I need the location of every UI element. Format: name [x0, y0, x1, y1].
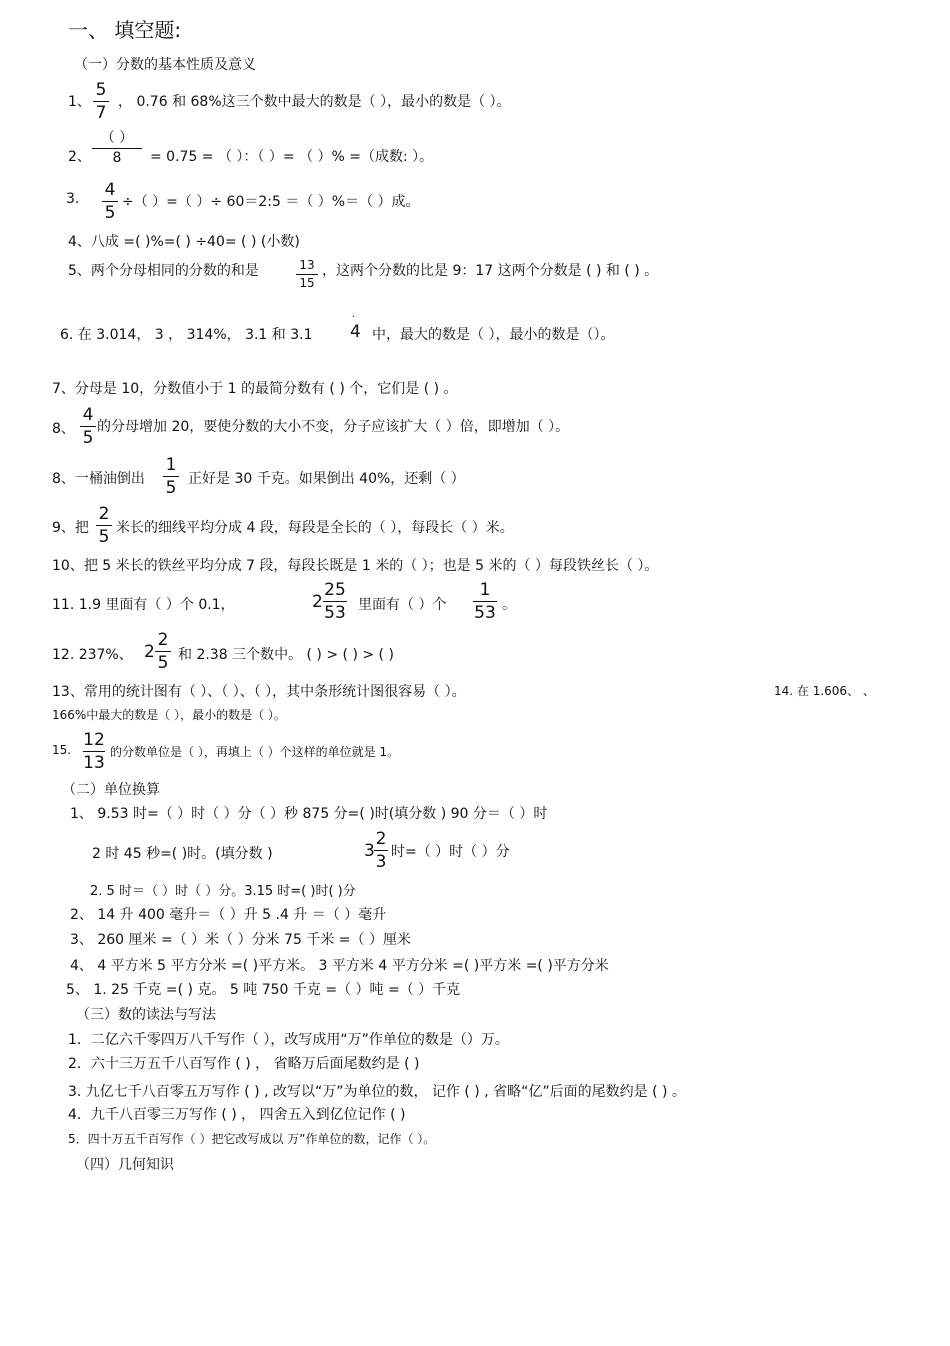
q11-denominator-2: 53	[474, 603, 496, 623]
q14-text: 14. 在 1.606、 、	[774, 684, 875, 698]
q9-fraction	[96, 504, 112, 547]
q2-denominator: 8	[112, 150, 122, 166]
units-line-6: 4、 4 平方米 5 平方分米 =( )平方米。 3 平方米 4 平方分米 =( )平方米 =( )平方分米	[70, 958, 609, 974]
read-write-line-4: 4．九千八百零三万写作 ( ) ， 四舍五入到亿位记作 ( )	[68, 1107, 406, 1123]
units-line-3: 2. 5 时＝（ ）时（ ）分。3.15 时=( )时( )分	[90, 884, 356, 899]
section-heading-units: （二）单位换算	[62, 782, 160, 798]
q12-text: 和 2.38 三个数中。 ( ) > ( ) > ( )	[178, 647, 394, 663]
section-heading-fractions: （一）分数的基本性质及意义	[74, 57, 256, 73]
q15-denominator: 13	[83, 753, 105, 773]
q8b-text: 正好是 30 千克。如果倒出 40%，还剩（ ）	[188, 471, 465, 487]
q11-denominator: 53	[324, 603, 346, 623]
q15-fraction	[83, 730, 105, 773]
q10-text: 10、把 5 米长的铁丝平均分成 7 段，每段长既是 1 米的（ ）；也是 5 米的（ ）每段铁丝长（ ）。	[52, 558, 659, 574]
units-line-2: 2 时 45 秒=( )时。(填分数 )	[92, 846, 273, 862]
q8b-fraction	[163, 455, 179, 498]
read-write-line-5: 5．四十万五千百写作（ ）把它改写成以 万”作单位的数，记作（ ）。	[68, 1132, 436, 1146]
q11-fraction-2	[473, 580, 497, 623]
q2-fraction	[92, 130, 142, 167]
q12-fraction	[155, 630, 171, 673]
q8a-fraction	[80, 405, 96, 448]
q8b-denominator: 5	[165, 478, 177, 498]
q5-numerator: 13	[299, 258, 315, 272]
section-heading-read-write: （三）数的读法与写法	[76, 1007, 216, 1023]
q3-prefix: 3.	[66, 191, 80, 207]
q3-denominator: 5	[104, 203, 116, 223]
q9-denominator: 5	[98, 527, 110, 547]
q13-text: 13、常用的统计图有（ ）、（ ）、（ ），其中条形统计图很容易（ ）。	[52, 684, 466, 700]
units-line-4: 2、 14 升 400 毫升＝（ ）升 5 .4 升 ＝（ ）毫升	[70, 907, 387, 923]
read-write-line-2: 2．六十三万五千八百写作 ( ) ， 省略万后面尾数约是 ( )	[68, 1056, 420, 1072]
page-title: 一、 填空题:	[68, 18, 182, 42]
q15-text: 的分数单位是（ ），再填上（ ）个这样的单位就是 1。	[110, 745, 400, 759]
q1-text: ， 0.76 和 68%这三个数中最大的数是（ ），最小的数是（ ）。	[118, 94, 511, 110]
q9-prefix: 9、把	[52, 520, 89, 536]
q8a-prefix: 8、	[52, 421, 75, 437]
q11-whole: 2	[312, 592, 323, 612]
q2-text: = 0.75 = （ ）：（ ）= （ ）% =（成数: ）。	[150, 149, 434, 165]
q9-numerator: 2	[98, 504, 110, 524]
q8a-numerator: 4	[82, 405, 94, 425]
q12-prefix: 12. 237%、	[52, 647, 133, 663]
q7-text: 7、分母是 10，分数值小于 1 的最简分数有 ( ) 个，它们是 ( ) 。	[52, 381, 458, 397]
q2-prefix: 2、	[68, 149, 91, 165]
q4-text: 4、八成 =( )%=( ) ÷40= ( ) (小数)	[68, 234, 300, 250]
q5-fraction	[296, 258, 318, 291]
units-line-2-fraction	[374, 829, 388, 872]
q11-prefix: 11. 1.9 里面有（ ）个 0.1，	[52, 597, 235, 613]
q3-numerator: 4	[104, 180, 116, 200]
q12-whole: 2	[144, 642, 155, 662]
q11-fraction	[323, 580, 347, 623]
q9-text: 米长的细线平均分成 4 段，每段是全长的（ ），每段长（ ）米。	[116, 520, 514, 536]
q8b-prefix: 8、一桶油倒出	[52, 471, 145, 487]
q8a-denominator: 5	[82, 428, 94, 448]
q15-prefix: 15.	[52, 743, 72, 757]
units-line-1: 1、 9.53 时=（ ）时（ ）分（ ）秒 875 分=( )时(填分数 ) 90 分＝（ ）时	[70, 806, 548, 822]
q1-fraction	[93, 80, 109, 123]
q5-text-2: ，这两个分数的比是 9：17 这两个分数是 ( ) 和 ( ) 。	[322, 263, 659, 279]
read-write-line-1: 1．二亿六千零四万八千写作（ ），改写成用“万”作单位的数是（）万。	[68, 1032, 509, 1048]
q6-text: 6. 在 3.014， 3 ， 314%， 3.1 和 3.1	[60, 327, 313, 343]
q3-text: ÷（ ）=（ ）÷ 60＝2:5 ＝（ ）%＝（ ）成。	[122, 194, 420, 210]
q6-repeat-dot: ·	[352, 312, 356, 323]
units-line-2-numerator: 2	[375, 829, 387, 849]
section-heading-geometry: （四）几何知识	[76, 1157, 174, 1173]
units-line-7: 5、 1. 25 千克 =( ) 克。 5 吨 750 千克 =（ ）吨 =（ ）千克	[66, 982, 461, 998]
units-line-5: 3、 260 厘米 =（ ）米（ ）分米 75 千米 =（ ）厘米	[70, 932, 411, 948]
read-write-line-3: 3. 九亿七千八百零五万写作 ( ) , 改写以“万”为单位的数， 记作 ( ) , 省略“亿”后面的尾数约是 ( ) 。	[68, 1084, 686, 1100]
q11-end: 。	[502, 597, 516, 613]
q12-denominator: 5	[157, 653, 169, 673]
units-line-2-whole: 3	[364, 841, 375, 861]
units-line-2-denominator: 3	[375, 852, 387, 872]
q3-fraction	[102, 180, 118, 223]
q1-numerator: 5	[95, 80, 107, 100]
q6-repeat-digit: 4	[350, 322, 361, 342]
q15-numerator: 12	[83, 730, 105, 750]
q1-prefix: 1、	[68, 94, 91, 110]
q6-text-2: 中，最大的数是（ ），最小的数是（）。	[372, 327, 615, 343]
q12-numerator: 2	[157, 630, 169, 650]
q14-continued: 166%中最大的数是（ ），最小的数是（ ）。	[52, 708, 286, 722]
q1-denominator: 7	[95, 103, 107, 123]
q8a-text: 的分母增加 20，要使分数的大小不变，分子应该扩大（ ）倍，即增加（ ）。	[97, 419, 570, 435]
q5-denominator: 15	[299, 276, 315, 290]
q11-numerator-2: 1	[479, 580, 491, 600]
units-line-2-text: 时=（ ）时（ ）分	[391, 844, 510, 860]
q11-middle: 里面有（ ）个	[358, 597, 447, 613]
q11-numerator: 25	[324, 580, 346, 600]
q2-numerator: （ ）	[100, 130, 134, 146]
q5-text: 5、两个分母相同的分数的和是	[68, 263, 259, 279]
q8b-numerator: 1	[165, 455, 177, 475]
